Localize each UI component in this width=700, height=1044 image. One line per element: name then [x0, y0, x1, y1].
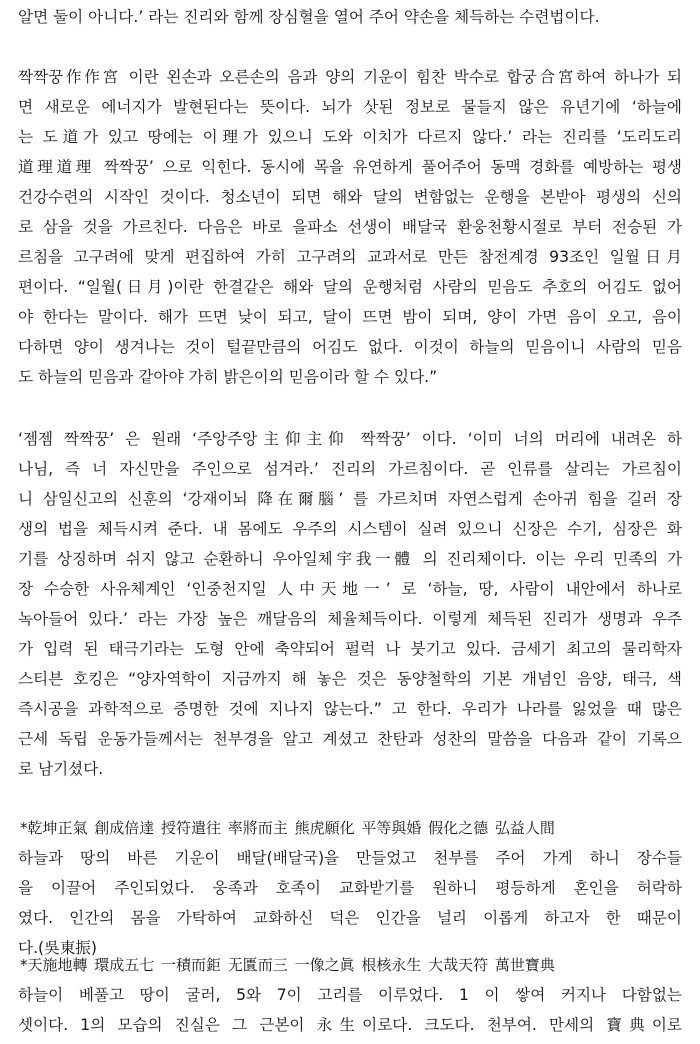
text-line: 도 하늘의 믿음과 같아야 가히 밝은이의 믿음이라 할 수 있다.” — [18, 368, 438, 386]
text-line: 니 삼일신고의 신훈의 ‘강재이뇌 降在爾腦’ 를 가르치며 자연스럽게 손아귀 힘을 길러 장 — [18, 490, 682, 508]
text-line: 장 수승한 사유체계인 ‘인중천지일 人中天地一’ 로 ‘하늘, 땅, 사람이 내안에서 하나로 — [18, 580, 682, 598]
text-line: 스티븐 호킹은 “양자역학이 지금까지 해 놓은 것은 동양철학의 기본 개념인 음양, 태극, 색 — [18, 670, 682, 688]
text-line: 야 한다는 말이다. 해가 뜨면 낮이 되고, 달이 뜨면 밤이 되며, 양이 가면 음이 오고, 음이 — [18, 308, 682, 326]
text-line: 하늘이 베풀고 땅이 굴러, 5와 7이 고리를 이루었다. 1 이 쌓여 커지나 다함없는 — [18, 986, 682, 1004]
text-line: 다.(吳東振) — [18, 939, 97, 957]
text-line: 건강수련의 시작인 것이다. 청소년이 되면 해와 달의 변함없는 운행을 본받아 평생의 신의 — [18, 188, 682, 206]
text-line: 셋이다. 1의 모습의 진실은 그 근본이 永生이로다. 크도다. 천부여. 만세의 寶典이로 — [18, 1016, 682, 1034]
text-line: 짝짝꿍作作宮 이란 왼손과 오른손의 음과 양의 기운이 힘찬 박수로 합궁合宮하여 하나가 되 — [18, 68, 682, 86]
text-line: 면 새로운 에너지가 발현된다는 뜻이다. 뇌가 삿된 정보로 물들지 않은 유년기에 ‘하늘에 — [18, 98, 682, 116]
text-line: 즉시공을 과학적으로 증명한 것에 지나지 않는다.” 고 한다. 우리가 나라를 잃었을 때 많은 — [18, 700, 682, 718]
text-line: 알면 둘이 아니다.’ 라는 진리와 함께 장심혈을 열어 주어 약손을 체득하는 수련법이다. — [18, 8, 600, 26]
text-line: 로 삼을 것을 가르친다. 다음은 바로 을파소 선생이 배달국 환웅천황시절로 부터 전승된 가 — [18, 218, 682, 236]
text-line: 하늘과 땅의 바른 기운이 배달(배달국)을 만들었고 천부를 주어 가게 하니 장수들 — [18, 849, 682, 867]
text-line: 생의 법을 체득시켜 준다. 내 몸에도 우주의 시스템이 실려 있으니 신장은 수기, 심장은 화 — [18, 520, 682, 538]
hanja-verse-line: *天施地轉 環成五七 一積而鉅 无匱而三 一像之眞 根核永生 大哉天符 萬世寶典 — [20, 956, 555, 974]
text-line: 편이다. “일월(日月)이란 한결같은 해와 달의 운행처럼 사람의 믿음도 추호의 어김도 없어 — [18, 278, 682, 296]
text-line: 기를 상징하며 쉬지 않고 순환하니 우아일체宇我一體 의 진리체이다. 이는 우리 민족의 가 — [18, 550, 682, 568]
text-line: 로 남기셨다. — [18, 760, 104, 778]
text-line: 가 입력 된 태극기라는 도형 안에 축약되어 펄럭 나 붓기고 있다. 금세기 최고의 물리학자 — [18, 640, 682, 658]
text-line: 녹아들어 있다.’ 라는 가장 높은 깨달음의 체율체득이다. 이렇게 체득된 진리가 생명과 우주 — [18, 610, 682, 628]
text-line: 을 이끌어 주인되었다. 웅족과 호족이 교화받기를 원하니 평등하게 혼인을 허락하 — [18, 879, 682, 897]
text-line: 다하면 양이 생겨나는 것이 털끝만큼의 어김도 없다. 이것이 하늘의 믿음이니 사람의 믿음 — [18, 338, 682, 356]
text-line: 는 도道가 있고 땅에는 이理가 있으니 도와 이치가 다르지 않다.’ 라는 진리를 ‘도리도리 — [18, 128, 682, 146]
text-line: 근세 독립 운동가들께서는 천부경을 알고 계셨고 찬탄과 성찬의 말씀을 다음과 같이 기록으 — [18, 730, 682, 748]
text-line: ‘젬젬 짝짝꿍’ 은 원래 ‘주앙주앙主仰主仰 짝짝꿍’ 이다. ‘이미 너의 머리에 내려온 하 — [18, 430, 682, 448]
text-line: 르침을 고구려에 맞게 편집하여 가히 고구려의 교과서로 만든 참전계경 93조인 일월日月 — [18, 248, 682, 266]
hanja-verse-line: *乾坤正氣 創成倍達 授符遣往 率將而主 熊虎願化 平等與婚 假化之德 弘益人間 — [20, 819, 555, 837]
text-line: 나님, 즉 너 자신만을 주인으로 섬겨라.’ 진리의 가르침이다. 곧 인류를 살리는 가르침이 — [18, 460, 682, 478]
text-line: 道理道理 짝짝꿍’ 으로 익힌다. 동시에 목을 유연하게 풀어주어 동맥 경화를 예방하는 평생 — [18, 158, 682, 176]
text-line: 였다. 인간의 몸을 가탁하여 교화하신 덕은 인간을 널리 이롭게 하고자 한 때문이 — [18, 909, 682, 927]
